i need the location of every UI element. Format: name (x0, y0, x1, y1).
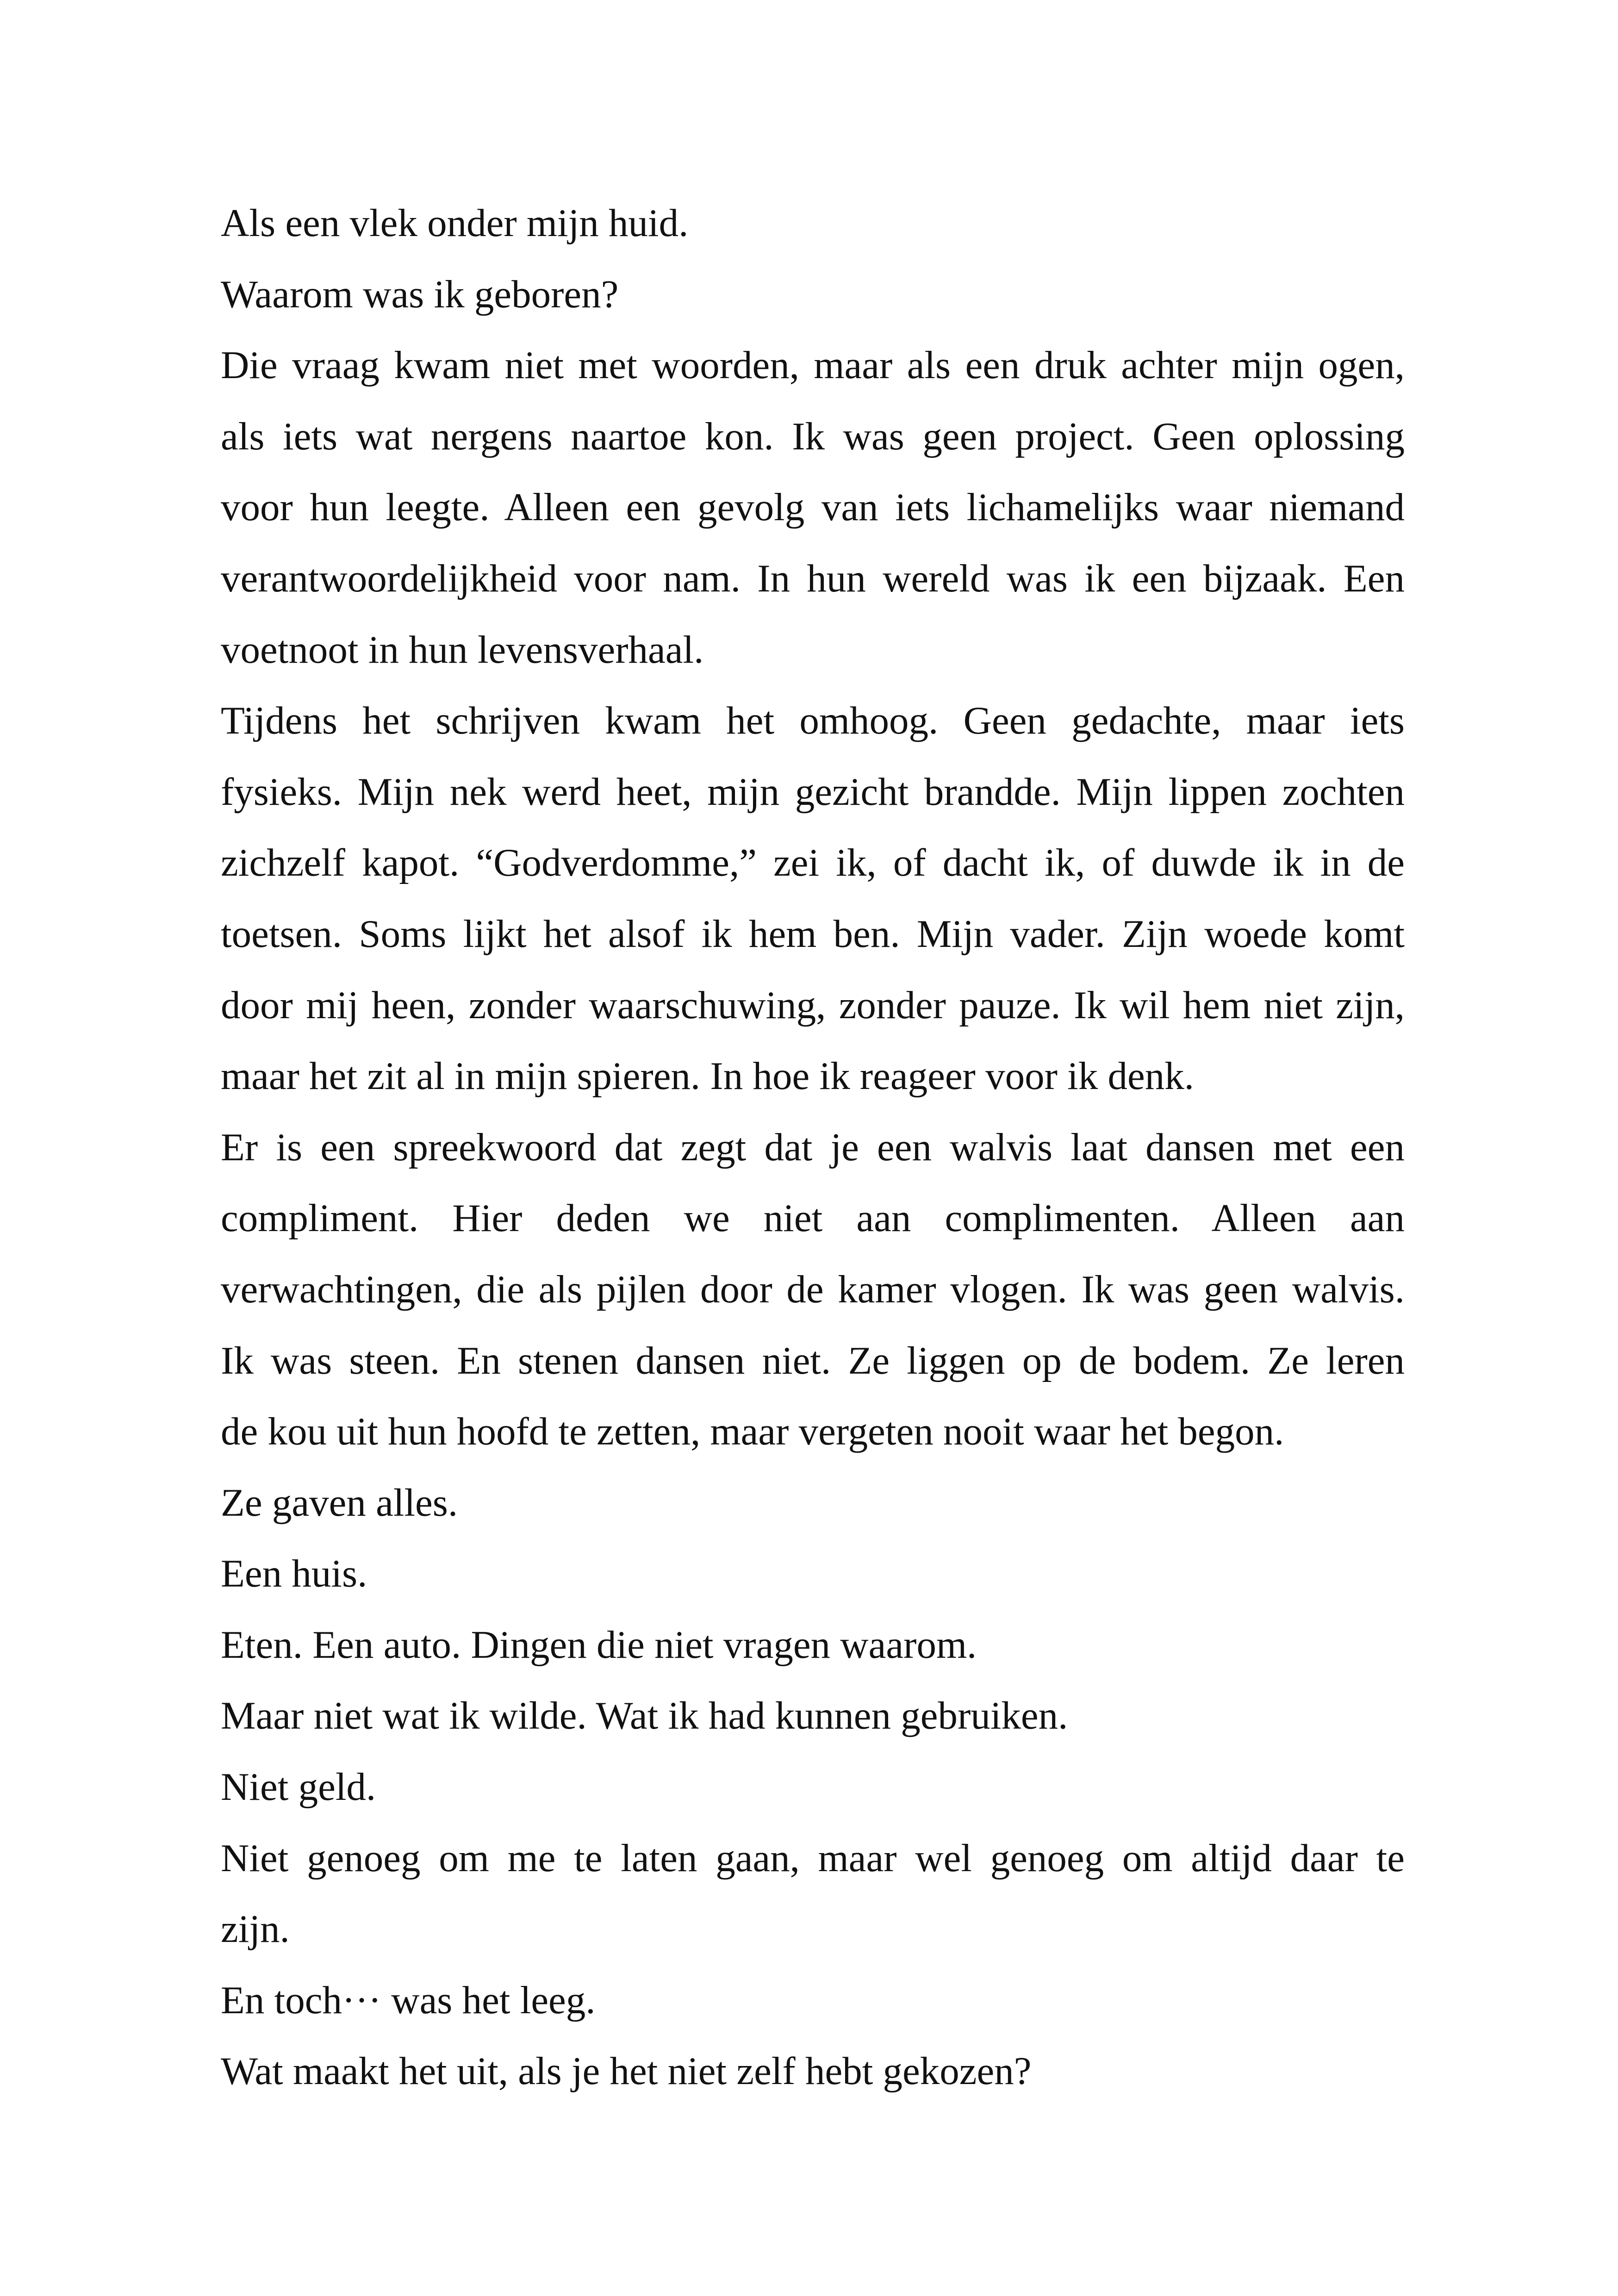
text-line: Niet geld. (221, 1765, 376, 1809)
text-line: Een huis. (221, 1552, 367, 1596)
paragraph (221, 1752, 1405, 1823)
text-line: als iets wat nergens naartoe kon. Ik was geen project. Geen oplossing (221, 414, 1405, 458)
paragraph (221, 1965, 1405, 2036)
text-line: voor hun leegte. Alleen een gevolg van iets lichamelijks waar niemand (221, 485, 1405, 529)
text-line: de kou uit hun hoofd te zetten, maar vergeten nooit waar het begon. (221, 1410, 1284, 1454)
paragraph (221, 1112, 1405, 1468)
text-line: Wat maakt het uit, als je het niet zelf hebt gekozen? (221, 2049, 1032, 2093)
document-body (221, 188, 1405, 2107)
text-line: Eten. Een auto. Dingen die niet vragen waarom. (221, 1623, 977, 1667)
text-line: maar het zit al in mijn spieren. In hoe ik reageer voor ik denk. (221, 1054, 1195, 1098)
text-line: fysieks. Mijn nek werd heet, mijn gezicht brandde. Mijn lippen zochten (221, 770, 1405, 814)
paragraph (221, 1823, 1405, 1965)
text-line: Er is een spreekwoord dat zegt dat je een walvis laat dansen met een (221, 1125, 1405, 1169)
text-line: verwachtingen, die als pijlen door de kamer vlogen. Ik was geen walvis. (221, 1267, 1405, 1311)
paragraph (221, 1538, 1405, 1610)
paragraph (221, 188, 1405, 259)
paragraph (221, 685, 1405, 1112)
paragraph (221, 1680, 1405, 1752)
text-line: Waarom was ik geboren? (221, 272, 619, 316)
paragraph (221, 330, 1405, 685)
text-line: Maar niet wat ik wilde. Wat ik had kunnen gebruiken. (221, 1694, 1068, 1738)
paragraph (221, 2036, 1405, 2107)
paragraph (221, 259, 1405, 330)
text-line: Als een vlek onder mijn huid. (221, 201, 689, 245)
text-line: zijn. (221, 1907, 290, 1951)
text-line: Tijdens het schrijven kwam het omhoog. Geen gedachte, maar iets (221, 699, 1405, 743)
paragraph (221, 1468, 1405, 1539)
text-line: door mij heen, zonder waarschuwing, zonder pauze. Ik wil hem niet zijn, (221, 983, 1405, 1027)
text-line: toetsen. Soms lijkt het alsof ik hem ben. Mijn vader. Zijn woede komt (221, 912, 1405, 956)
text-line: En toch··· was het leeg. (221, 1978, 596, 2022)
text-line: Die vraag kwam niet met woorden, maar als een druk achter mijn ogen, (221, 343, 1405, 387)
text-line: zichzelf kapot. “Godverdomme,” zei ik, of dacht ik, of duwde ik in de (221, 841, 1405, 885)
text-line: Niet genoeg om me te laten gaan, maar wel genoeg om altijd daar te (221, 1836, 1405, 1880)
paragraph (221, 1610, 1405, 1681)
text-line: voetnoot in hun levensverhaal. (221, 628, 704, 672)
text-line: compliment. Hier deden we niet aan complimenten. Alleen aan (221, 1196, 1405, 1240)
text-line: verantwoordelijkheid voor nam. In hun wereld was ik een bijzaak. Een (221, 556, 1405, 600)
text-line: Ik was steen. En stenen dansen niet. Ze liggen op de bodem. Ze leren (221, 1338, 1405, 1382)
text-line: Ze gaven alles. (221, 1481, 458, 1524)
